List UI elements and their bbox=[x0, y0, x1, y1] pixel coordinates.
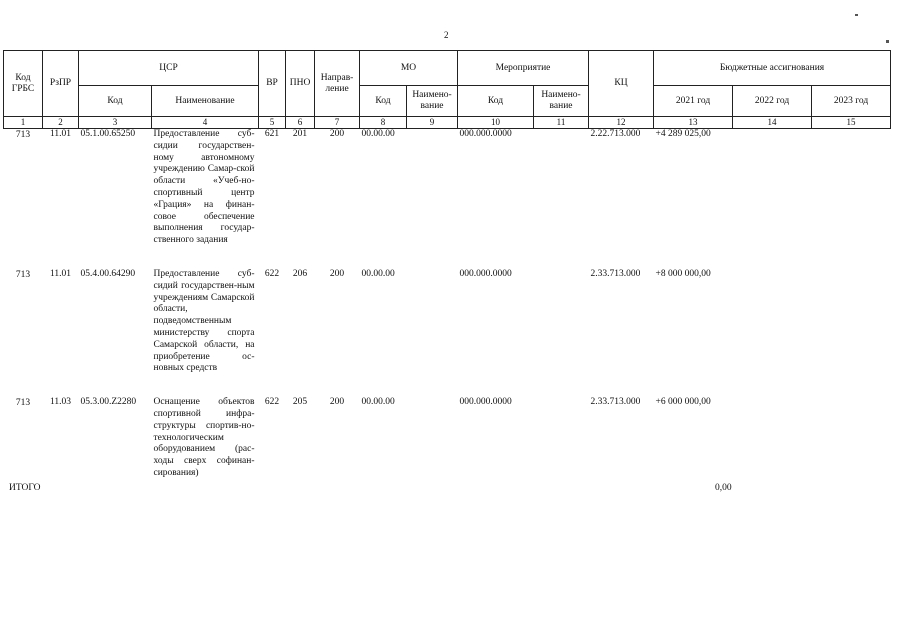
header-csr: ЦСР bbox=[79, 51, 259, 86]
cell-csr-code: 05.3.00.Z2280 bbox=[80, 397, 137, 408]
cell-csr-code: 05.4.00.64290 bbox=[80, 268, 136, 279]
cell-year-2021: +4 289 025,00 bbox=[655, 129, 711, 139]
cell-year-2022 bbox=[733, 129, 812, 269]
cell-grbs: 713 bbox=[15, 398, 31, 409]
column-number: 4 bbox=[152, 117, 259, 129]
header-budget: Бюджетные ассигнования bbox=[654, 51, 891, 86]
cell-grbs: 713 bbox=[15, 269, 31, 280]
header-event-name: Наимено-вание bbox=[534, 86, 589, 117]
cell-year-2021: +8 000 000,00 bbox=[655, 268, 711, 279]
cell-pno: 205 bbox=[292, 397, 308, 408]
cell-pno: 206 bbox=[292, 268, 308, 279]
total-value-2021: 0,00 bbox=[715, 483, 732, 493]
cell-event-code: 000.000.0000 bbox=[459, 397, 512, 408]
cell-kc: 2.33.713.000 bbox=[590, 268, 641, 279]
column-number: 12 bbox=[589, 117, 654, 129]
cell-grbs: 713 bbox=[15, 130, 31, 140]
cell-year-2021: +6 000 000,00 bbox=[655, 397, 711, 408]
scan-mark bbox=[886, 40, 889, 43]
header-year-2022: 2022 год bbox=[733, 86, 812, 117]
cell-mo-name bbox=[407, 397, 458, 502]
cell-rzpr: 11.01 bbox=[49, 268, 72, 279]
cell-kc: 2.22.713.000 bbox=[590, 129, 641, 139]
cell-csr-name: Предоставление суб-сидии государствен-ному автономному учреждению Самар-ской области «Учеб-но-спортивный центр «Грация» на финан-совое обеспечение выполнения государ-ственного задания bbox=[153, 129, 255, 246]
cell-csr-name: Оснащение объектов спортивной инфра-структуры спортив-но-технологическим оборудованием (рас-ходы сверх софинан-сирования) bbox=[153, 397, 255, 478]
cell-mo-name bbox=[407, 129, 458, 269]
column-number: 10 bbox=[458, 117, 534, 129]
column-number: 8 bbox=[360, 117, 407, 129]
column-number: 2 bbox=[43, 117, 79, 129]
column-number: 15 bbox=[812, 117, 891, 129]
cell-mo-code: 00.00.00 bbox=[361, 129, 395, 139]
column-number: 13 bbox=[654, 117, 733, 129]
cell-mo-code: 00.00.00 bbox=[361, 268, 395, 279]
column-number: 3 bbox=[79, 117, 152, 129]
table-row bbox=[4, 269, 891, 397]
header-csr-name: Наименование bbox=[152, 86, 259, 117]
budget-table bbox=[3, 50, 891, 502]
column-number: 1 bbox=[4, 117, 43, 129]
column-number: 5 bbox=[259, 117, 286, 129]
header-mo: МО bbox=[360, 51, 458, 86]
column-number: 6 bbox=[286, 117, 315, 129]
cell-year-2022 bbox=[733, 269, 812, 397]
cell-direction: 200 bbox=[329, 397, 345, 408]
header-direction: Направ-ление bbox=[315, 51, 360, 117]
table-row bbox=[4, 397, 891, 502]
page-number: 2 bbox=[444, 30, 449, 40]
cell-event-code: 000.000.0000 bbox=[459, 268, 512, 279]
scan-mark bbox=[855, 14, 858, 16]
header-rzpr: РзПР bbox=[43, 51, 79, 117]
column-number: 14 bbox=[733, 117, 812, 129]
header-event: Мероприятие bbox=[458, 51, 589, 86]
column-number: 11 bbox=[534, 117, 589, 129]
header-mo-code: Код bbox=[360, 86, 407, 117]
cell-year-2022 bbox=[733, 397, 812, 502]
cell-mo-code: 00.00.00 bbox=[361, 397, 395, 408]
cell-mo-name bbox=[407, 269, 458, 397]
header-year-2023: 2023 год bbox=[812, 86, 891, 117]
cell-rzpr: 11.01 bbox=[49, 129, 72, 139]
cell-direction: 200 bbox=[329, 268, 345, 279]
cell-direction: 200 bbox=[329, 129, 345, 139]
header-pno: ПНО bbox=[286, 51, 315, 117]
cell-event-name bbox=[534, 269, 589, 397]
cell-pno: 201 bbox=[292, 129, 308, 139]
cell-event-code: 000.000.0000 bbox=[459, 129, 512, 139]
cell-vr: 622 bbox=[264, 268, 280, 279]
column-number: 7 bbox=[315, 117, 360, 129]
cell-csr-name: Предоставление суб-сидий государствен-ным учреждениям Самарской области, подведомственным министерству спорта Самарской области, на приобретение ос-новных средств bbox=[153, 268, 255, 374]
cell-vr: 622 bbox=[264, 397, 280, 408]
header-grbs: Код ГРБС bbox=[4, 51, 43, 117]
cell-vr: 621 bbox=[264, 129, 280, 139]
cell-year-2023 bbox=[812, 129, 891, 269]
total-label: ИТОГО bbox=[9, 483, 41, 493]
cell-rzpr: 11.03 bbox=[49, 397, 72, 408]
header-kc: КЦ bbox=[589, 51, 654, 117]
header-event-code: Код bbox=[458, 86, 534, 117]
cell-event-name bbox=[534, 129, 589, 269]
cell-year-2023 bbox=[812, 397, 891, 502]
table-row bbox=[4, 129, 891, 269]
header-mo-name: Наимено-вание bbox=[407, 86, 458, 117]
cell-csr-code: 05.1.00.65250 bbox=[80, 129, 136, 139]
column-number: 9 bbox=[407, 117, 458, 129]
header-csr-code: Код bbox=[79, 86, 152, 117]
cell-year-2023 bbox=[812, 269, 891, 397]
cell-event-name bbox=[534, 397, 589, 502]
header-vr: ВР bbox=[259, 51, 286, 117]
cell-kc: 2.33.713.000 bbox=[590, 397, 641, 408]
header-year-2021: 2021 год bbox=[654, 86, 733, 117]
